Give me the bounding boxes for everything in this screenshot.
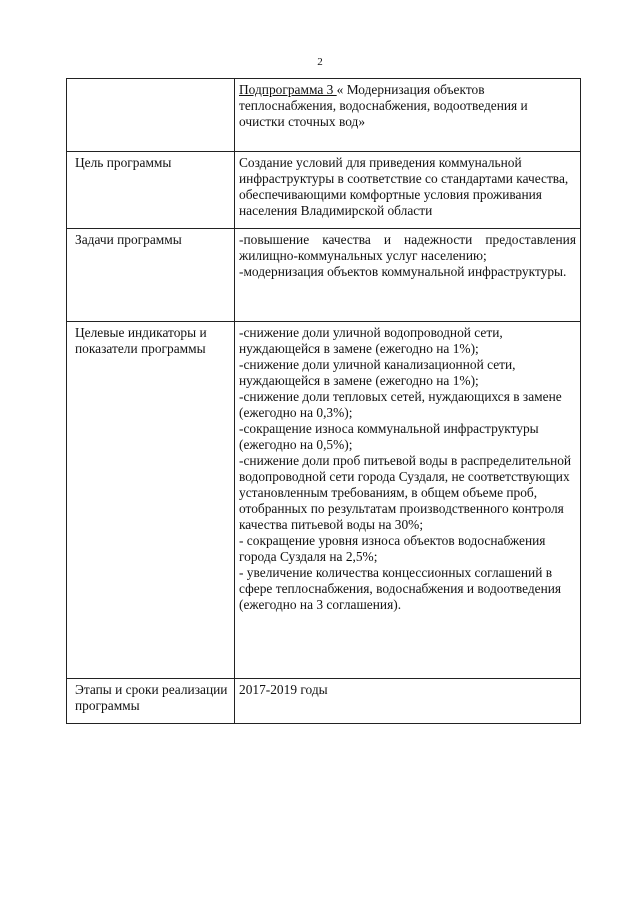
tasks-value bbox=[235, 229, 581, 322]
subprogram-number: Подпрограмма 3 bbox=[239, 82, 337, 97]
subprogram-title-cell bbox=[235, 79, 581, 152]
indicator-item: -снижение доли уличной водопроводной сети, нуждающейся в замене (ежегодно на 1%); bbox=[239, 325, 503, 356]
tasks-label: Задачи программы bbox=[67, 229, 235, 322]
indicators-label: Целевые индикаторы и показатели программы bbox=[67, 322, 235, 679]
subprogram-title: « Модернизация объектов теплоснабжения, водоснабжения, водоотведения и очистки сточных вод» bbox=[239, 82, 528, 129]
indicator-item: -сокращение износа коммунальной инфраструктуры (ежегодно на 0,5%); bbox=[239, 421, 539, 452]
stages-value: 2017-2019 годы bbox=[235, 679, 581, 724]
task-item: -модернизация объектов коммунальной инфраструктуры. bbox=[239, 264, 567, 279]
indicator-item: - увеличение количества концессионных соглашений в сфере теплоснабжения, водоснабжения и водоотведения (ежегодно на 3 соглашения). bbox=[239, 565, 562, 612]
empty-label-cell bbox=[67, 79, 235, 152]
tasks-row bbox=[67, 229, 581, 322]
indicators-value bbox=[235, 322, 581, 679]
indicator-item: -снижение доли уличной канализационной сети, нуждающейся в замене (ежегодно на 1%); bbox=[239, 357, 516, 388]
subprogram-title-row bbox=[67, 79, 581, 152]
indicator-item: - сокращение уровня износа объектов водоснабжения города Суздаля на 2,5%; bbox=[239, 533, 546, 564]
stages-label: Этапы и сроки реализации программы bbox=[67, 679, 235, 724]
stages-row bbox=[67, 679, 581, 724]
goal-value: Создание условий для приведения коммунальной инфраструктуры в соответствие со стандартами качества, обеспечивающими комфортные условия проживания населения Владимирской области bbox=[235, 152, 581, 229]
indicators-row bbox=[67, 322, 581, 679]
task-item: -повышение качества и надежности предоставления жилищно-коммунальных услуг населению; bbox=[239, 232, 576, 263]
program-passport-table bbox=[66, 78, 581, 724]
page-number: 2 bbox=[317, 56, 323, 68]
goal-label: Цель программы bbox=[67, 152, 235, 229]
goal-row bbox=[67, 152, 581, 229]
indicator-item: -снижение доли тепловых сетей, нуждающихся в замене (ежегодно на 0,3%); bbox=[239, 389, 562, 420]
indicator-item: -снижение доли проб питьевой воды в распределительной водопроводной сети города Суздаля, не соответствующих установленным требованиям, в общем объеме проб, отобранных по результатам производственного контроля качества питьевой воды на 30%; bbox=[239, 453, 572, 532]
